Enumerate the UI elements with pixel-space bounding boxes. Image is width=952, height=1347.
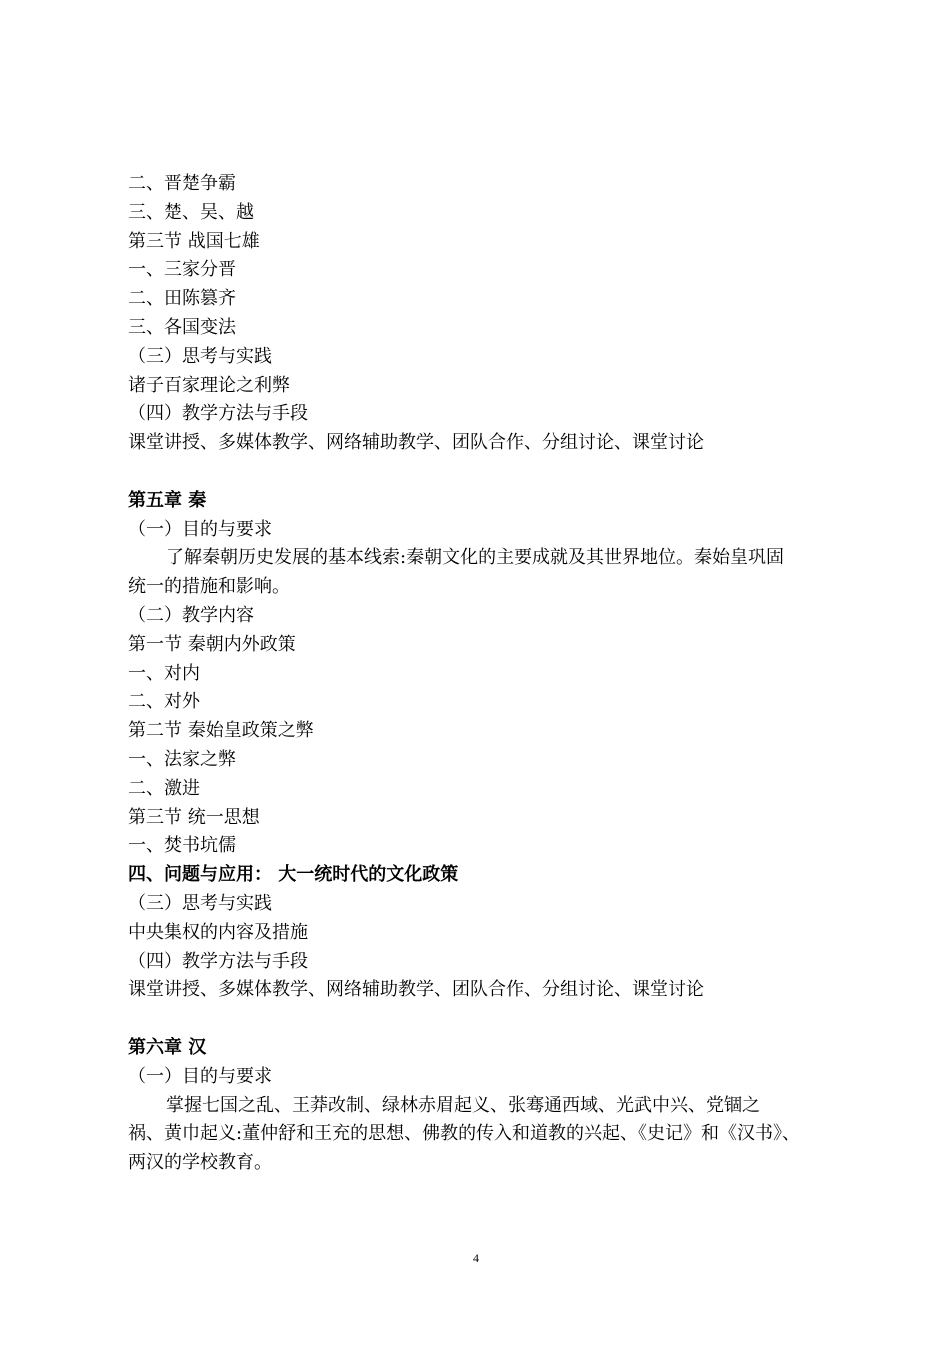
outline-item: 一、对内 <box>128 662 200 684</box>
outline-item: 一、法家之弊 <box>128 748 236 770</box>
subheading: （二）教学内容 <box>128 604 254 626</box>
outline-item: 一、三家分晋 <box>128 259 236 281</box>
page-number: 4 <box>473 1251 479 1265</box>
practice-text: 中央集权的内容及措施 <box>128 921 308 943</box>
method-text: 课堂讲授、多媒体教学、网络辅助教学、团队合作、分组讨论、课堂讨论 <box>128 979 704 1001</box>
outline-item: 二、田陈篡齐 <box>128 288 236 310</box>
outline-item: 二、对外 <box>128 691 200 713</box>
practice-text: 诸子百家理论之利弊 <box>128 374 290 396</box>
subheading: （四）教学方法与手段 <box>128 403 308 425</box>
page-content <box>128 170 848 1178</box>
chapter-title: 第六章 汉 <box>128 1036 207 1058</box>
section-heading: 第二节 秦始皇政策之弊 <box>128 720 314 742</box>
section-heading: 第三节 统一思想 <box>128 806 260 828</box>
goal-paragraph-line: 掌握七国之乱、王莽改制、绿林赤眉起义、张骞通西域、光武中兴、党锢之 <box>166 1094 760 1116</box>
subheading: （三）思考与实践 <box>128 892 272 914</box>
goal-paragraph-line: 统一的措施和影响。 <box>128 576 290 598</box>
spacer <box>128 1005 848 1034</box>
goal-paragraph-line: 祸、黄巾起义:董仲舒和王充的思想、佛教的传入和道教的兴起、《史记》和《汉书》、 <box>128 1123 801 1145</box>
section-heading: 第三节 战国七雄 <box>128 230 260 252</box>
subheading: （四）教学方法与手段 <box>128 950 308 972</box>
outline-item: 一、焚书坑儒 <box>128 835 236 857</box>
spacer <box>128 458 848 487</box>
subheading: （一）目的与要求 <box>128 1065 272 1087</box>
question-heading: 四、问题与应用： 大一统时代的文化政策 <box>128 864 459 886</box>
method-text: 课堂讲授、多媒体教学、网络辅助教学、团队合作、分组讨论、课堂讨论 <box>128 432 704 454</box>
chapter-title: 第五章 秦 <box>128 489 207 511</box>
goal-paragraph-line: 了解秦朝历史发展的基本线索:秦朝文化的主要成就及其世界地位。秦始皇巩固 <box>166 547 785 569</box>
outline-item: 三、各国变法 <box>128 316 236 338</box>
subheading: （一）目的与要求 <box>128 518 272 540</box>
outline-item: 二、晋楚争霸 <box>128 173 236 194</box>
goal-paragraph-line: 两汉的学校教育。 <box>128 1152 272 1174</box>
outline-item: 二、激进 <box>128 777 200 799</box>
subheading: （三）思考与实践 <box>128 345 272 367</box>
section-heading: 第一节 秦朝内外政策 <box>128 633 296 655</box>
outline-item: 三、楚、吴、越 <box>128 201 254 223</box>
